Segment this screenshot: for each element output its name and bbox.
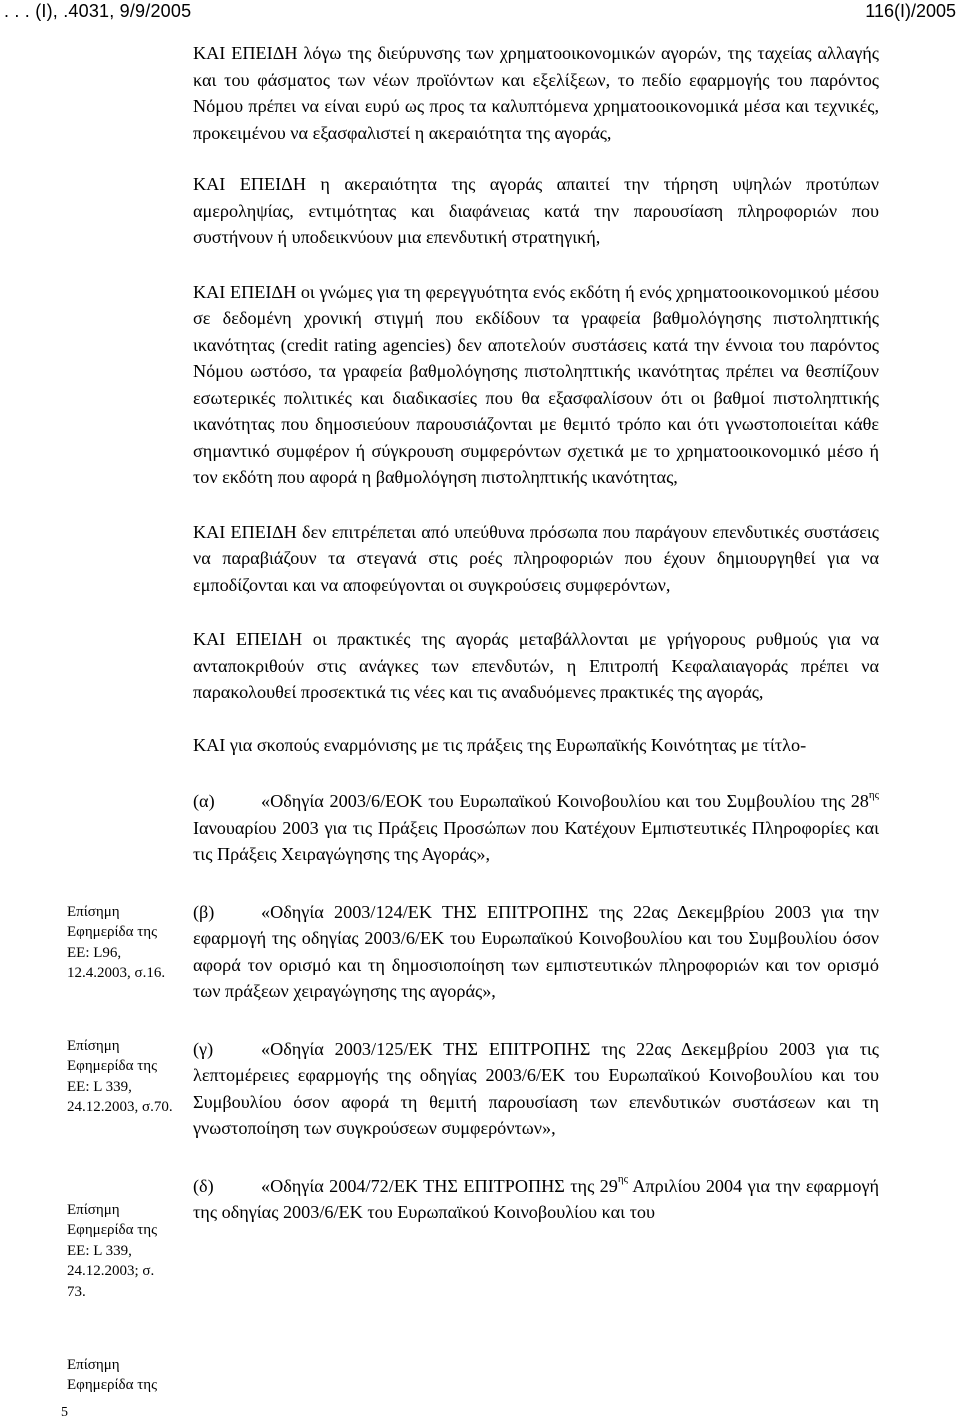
margin-note-line: Επίσημη	[67, 1202, 120, 1218]
margin-note-line: Εφημερίδα της	[67, 1377, 158, 1394]
item-text-continued: Ιανουαρίου 2003 για τις Πράξεις Προσώπων που Κατέχουν Εμπιστευτικές Πληροφορίες και τις Πράξεις Χειραγώγησης της Αγοράς»,	[193, 817, 879, 864]
margin-note-line: 73.	[67, 1283, 86, 1300]
directive-item	[193, 1173, 879, 1226]
margin-note-official-journal	[67, 902, 179, 984]
header-law-number: 116(Ι)/2005	[865, 1, 956, 21]
margin-note-official-journal	[67, 1200, 179, 1302]
item-text: «Οδηγία 2003/6/ΕΟΚ του Ευρωπαϊκού Κοινοβουλίου και του Συμβουλίου της 28	[261, 791, 869, 811]
recital-paragraph: ΚΑΙ για σκοπούς εναρμόνισης με τις πράξεις της Ευρωπαϊκής Κοινότητας με τίτλο-	[193, 734, 807, 755]
item-superscript: ης	[868, 788, 879, 801]
item-marker: (α)	[193, 791, 215, 811]
directive-item	[193, 788, 879, 868]
item-text: «Οδηγία 2004/72/ΕΚ ΤΗΣ ΕΠΙΤΡΟΠΗΣ της 29	[261, 1175, 618, 1196]
item-marker: (δ)	[193, 1175, 214, 1196]
item-text-continued: Απριλίου 2004 για την εφαρμογή της οδηγίας 2003/6/ΕΚ του Ευρωπαϊκού Κοινοβουλίου και του	[193, 1175, 879, 1222]
margin-note-line: Επίσημη	[67, 1038, 120, 1054]
recital-paragraph: ΚΑΙ ΕΠΕΙΔΗ δεν επιτρέπεται από υπεύθυνα πρόσωπα που παράγουν επενδυτικές συστάσεις να παραβιάζουν τα στεγανά στις ροές πληροφοριών που έχουν δημιουργηθεί για να εμποδίζονται και να αποφεύγονται οι συγκρούσεις συμφερόντων,	[193, 521, 879, 595]
document-body	[193, 40, 879, 1257]
margin-note-line: Επίσημη	[67, 1357, 120, 1373]
margin-note-line: ΕΕ: L 339,	[67, 1078, 132, 1095]
margin-note-line: ΕΕ: L 339,	[67, 1242, 132, 1259]
margin-note-line: Εφημερίδα της	[67, 1058, 158, 1075]
directive-item	[193, 1036, 879, 1142]
directive-item	[193, 899, 879, 1005]
margin-note-line: 24.12.2003, σ.70.	[67, 1099, 173, 1116]
header-law-reference: . . . (Ι), .4031, 9/9/2005	[4, 1, 192, 21]
item-marker: (γ)	[193, 1038, 214, 1059]
margin-note-line: Εφημερίδα της	[67, 924, 158, 941]
item-superscript: ης	[617, 1173, 628, 1186]
margin-note-line: ΕΕ: L96,	[67, 944, 122, 961]
margin-note-line: 12.4.2003, σ.16.	[67, 965, 166, 982]
item-text: «Οδηγία 2003/125/ΕΚ ΤΗΣ ΕΠΙΤΡΟΠΗΣ της 22ας Δεκεμβρίου 2003 για τις λεπτομέρειες εφαρμογής της οδηγίας 2003/6/ΕΚ του Ευρωπαϊκού Κοινοβουλίου και του Συμβουλίου όσον αφορά τη θεμιτή παρουσίαση των επενδυτικών συστάσεων και τη γνωστοποίηση των συγκρούσεων συμφερόντων»,	[193, 1038, 879, 1138]
margin-note-line: Επίσημη	[67, 904, 120, 920]
recital-paragraph: ΚΑΙ ΕΠΕΙΔΗ η ακεραιότητα της αγοράς απαιτεί την τήρηση υψηλών προτύπων αμεροληψίας, εντιμότητας και διαφάνειας κατά την παρουσίαση πληροφοριών που συστήνουν ή υποδεικνύουν μια επενδυτική στρατηγική,	[193, 174, 879, 247]
page-number: 5	[61, 1405, 68, 1420]
recital-paragraph: ΚΑΙ ΕΠΕΙΔΗ λόγω της διεύρυνσης των χρηματοοικονομικών αγορών, της ταχείας αλλαγής και του φάσματος των νέων προϊόντων και εξελίξεων, το πεδίο εφαρμογής του παρόντος Νόμου πρέπει να είναι ευρύ ως προς τα καλυπτόμενα χρηματοοικονομικά μέσα και τεχνικές, προκειμένου να εξασφαλιστεί η ακεραιότητα της αγοράς,	[193, 43, 879, 143]
margin-note-official-journal	[67, 1355, 179, 1396]
margin-note-line: 24.12.2003; σ.	[67, 1263, 155, 1280]
margin-note-official-journal	[67, 1036, 179, 1118]
item-text: «Οδηγία 2003/124/ΕΚ ΤΗΣ ΕΠΙΤΡΟΠΗΣ της 22ας Δεκεμβρίου 2003 για την εφαρμογή της οδηγίας 2003/6/ΕΚ του Ευρωπαϊκού Κοινοβουλίου και του Συμβουλίου όσον αφορά τον ορισμό και τη δημοσιοποίηση των εμπιστευτικών πληροφοριών και τον ορισμό των πράξεων χειραγώγησης της αγοράς»,	[193, 901, 879, 1001]
page-header	[0, 0, 960, 22]
recital-paragraph: ΚΑΙ ΕΠΕΙΔΗ οι γνώμες για τη φερεγγυότητα ενός εκδότη ή ενός χρηματοοικονομικού μέσου σε δεδομένη χρονική στιγμή που εκδίδουν τα γραφεία βαθμολόγησης πιστοληπτικής ικανότητας (credit rating agencies) δεν αποτελούν συστάσεις κατά την έννοια του παρόντος Νόμου ωστόσο, τα γραφεία βαθμολόγησης πιστοληπτικής ικανότητας πρέπει να θεσπίζουν εσωτερικές πολιτικές και διαδικασίες που θα εξασφαλίσουν ότι οι βαθμοί πιστοληπτικής ικανότητας που δημοσιεύουν παρουσιάζονται με θεμιτό τρόπο και ότι γνωστοποιείται κάθε σημαντικό συμφέρον ή σύγκρουση συμφερόντων σχετικά με το χρηματοοικονομικό μέσο ή τον εκδότη που αφορά η βαθμολόγηση πιστοληπτικής ικανότητας,	[193, 281, 879, 487]
margin-note-line: Εφημερίδα της	[67, 1222, 158, 1239]
recital-paragraph: ΚΑΙ ΕΠΕΙΔΗ οι πρακτικές της αγοράς μεταβάλλονται με γρήγορους ρυθμούς για να ανταποκριθούν στις ανάγκες των επενδυτών, η Επιτροπή Κεφαλαιαγοράς πρέπει να παρακολουθεί προσεκτικά τις νέες και τις αναδυόμενες πρακτικές της αγοράς,	[193, 629, 879, 702]
item-marker: (β)	[193, 901, 215, 922]
